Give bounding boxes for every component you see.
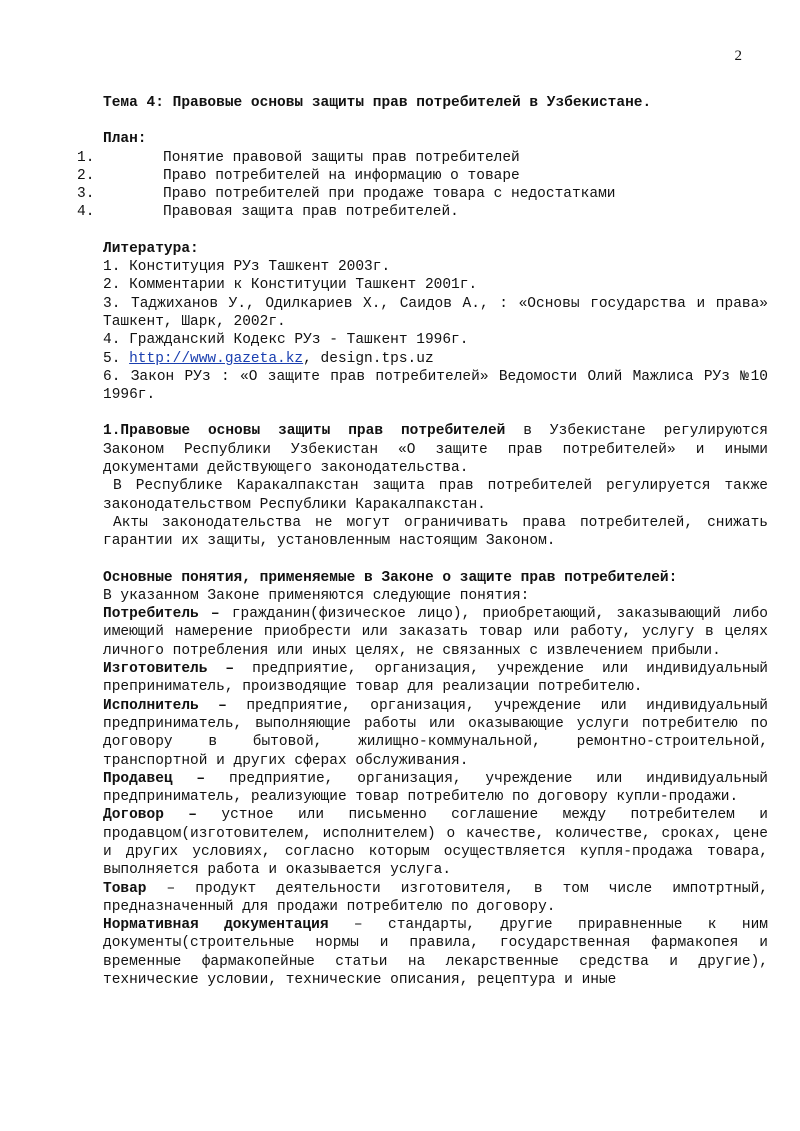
plan-item bbox=[77, 203, 742, 221]
page-number: 2 bbox=[734, 48, 742, 64]
definition-item bbox=[103, 660, 768, 697]
term: Товар bbox=[103, 880, 147, 897]
section1-paragraph-2: В Республике Каракалпакстан защита прав потребителей регулируется также законодательством Республики Каракалпакстан. bbox=[103, 478, 768, 513]
section1-text: в Узбекистане регулируются Законом Республики Узбекистан «О защите прав потребителей» и иными документами действующего законодательства. bbox=[103, 423, 768, 477]
literature-item bbox=[103, 350, 768, 368]
term-definition: гражданин(физическое лицо), приобретающий, заказывающий либо имеющий намерение приобрести или заказать товар или работу, услугу в целях личного потребления или иных целях, не связанных с извлечением прибыли. bbox=[103, 606, 768, 659]
plan-item-text: Понятие правовой защиты прав потребителей bbox=[163, 149, 520, 166]
section1-paragraph bbox=[103, 422, 768, 477]
plan-item bbox=[77, 167, 742, 185]
section1-paragraph-3: Акты законодательства не могут ограничивать права потребителей, снижать гарантии их защиты, установленным настоящим Законом. bbox=[103, 514, 768, 550]
term-definition: – стандарты, другие приравненные к ним документы(строительные нормы и правила, государственная фармакопея и временные фармакопейные статьи на лекарственные средства и другие), технические условии, технические описания, рецептура и иные bbox=[103, 917, 768, 989]
plan-heading: План: bbox=[103, 131, 147, 148]
definition-item bbox=[103, 916, 768, 989]
literature-item-prefix: 5. bbox=[103, 350, 130, 367]
plan-item-number: 4. bbox=[77, 204, 95, 221]
term-definition: устное или письменно соглашение между потребителем и продавцом(изготовителем, исполнителем) о качестве, количестве, сроках, цене и других условиях, согласно которым осуществляется купля-продажа товара, выполняется работа и оказывается услуга. bbox=[103, 807, 768, 879]
term: Изготовитель – bbox=[103, 661, 235, 678]
term-definition: – продукт деятельности изготовителя, в том числе импотртный, предназначенный для продажи потребителю по договору. bbox=[103, 880, 768, 915]
term: Договор – bbox=[103, 807, 197, 824]
plan-list bbox=[77, 149, 742, 222]
section1-lead: 1.Правовые основы защиты прав потребителей bbox=[103, 423, 506, 440]
concepts-intro: В указанном Законе применяются следующие понятия: bbox=[103, 587, 530, 604]
definition-item bbox=[103, 770, 768, 807]
term: Исполнитель – bbox=[103, 697, 227, 714]
term-definition: предприятие, организация, учреждение или индивидуальный предприниматель, реализующие товар потребителю по договору купли-продажи. bbox=[103, 770, 769, 806]
concepts-heading: Основные понятия, применяемые в Законе о защите прав потребителей: bbox=[103, 569, 678, 586]
literature-list bbox=[103, 258, 768, 404]
term: Нормативная документация bbox=[103, 917, 329, 934]
term-definition: предприятие, организация, учреждение или индивидуальный преприниматель, производящие товар для реализации потребителю. bbox=[103, 661, 768, 696]
definition-item bbox=[103, 697, 768, 770]
plan-item bbox=[77, 149, 742, 167]
term-definition: предприятие, организация, учреждение или индивидуальный предприниматель, выполняющие работы или оказывающие услуги потребителю по договору в бытовой, жилищно-коммунальной, ремонтно-строительной, транспортной и других сферах обслуживания. bbox=[103, 697, 768, 769]
literature-item: 4. Гражданский Кодекс РУз - Ташкент 1996г. bbox=[103, 332, 469, 349]
literature-heading: Литература: bbox=[103, 240, 199, 257]
plan-item-number: 2. bbox=[77, 167, 95, 184]
plan-item-number: 1. bbox=[77, 149, 95, 166]
literature-item: 2. Комментарии к Конституции Ташкент 2001г. bbox=[103, 277, 478, 294]
plan-item bbox=[77, 185, 742, 203]
plan-item-text: Правовая защита прав потребителей. bbox=[163, 204, 459, 221]
literature-item: 6. Закон РУз : «О защите прав потребителей» Ведомости Олий Мажлиса РУз №10 1996г. bbox=[103, 368, 768, 404]
term: Потребитель – bbox=[103, 606, 220, 623]
literature-item-suffix: , design.tps.uz bbox=[303, 350, 434, 367]
plan-item-number: 3. bbox=[77, 186, 95, 203]
document-body bbox=[77, 94, 769, 989]
plan-item-text: Право потребителей при продаже товара с недостатками bbox=[163, 186, 616, 203]
definition-item bbox=[103, 605, 768, 660]
gazeta-link[interactable]: http://www.gazeta.kz bbox=[129, 350, 304, 367]
literature-item: 1. Конституция РУз Ташкент 2003г. bbox=[103, 259, 391, 276]
definition-item bbox=[103, 880, 768, 917]
definition-item bbox=[103, 806, 768, 879]
document-title: Тема 4: Правовые основы защиты прав потребителей в Узбекистане. bbox=[103, 95, 652, 111]
plan-item-text: Право потребителей на информацию о товаре bbox=[163, 167, 520, 184]
literature-item: 3. Таджиханов У., Одилкариев Х., Саидов А., : «Основы государства и права» Ташкент, Шарк, 2002г. bbox=[103, 295, 768, 330]
term: Продавец – bbox=[103, 770, 206, 787]
